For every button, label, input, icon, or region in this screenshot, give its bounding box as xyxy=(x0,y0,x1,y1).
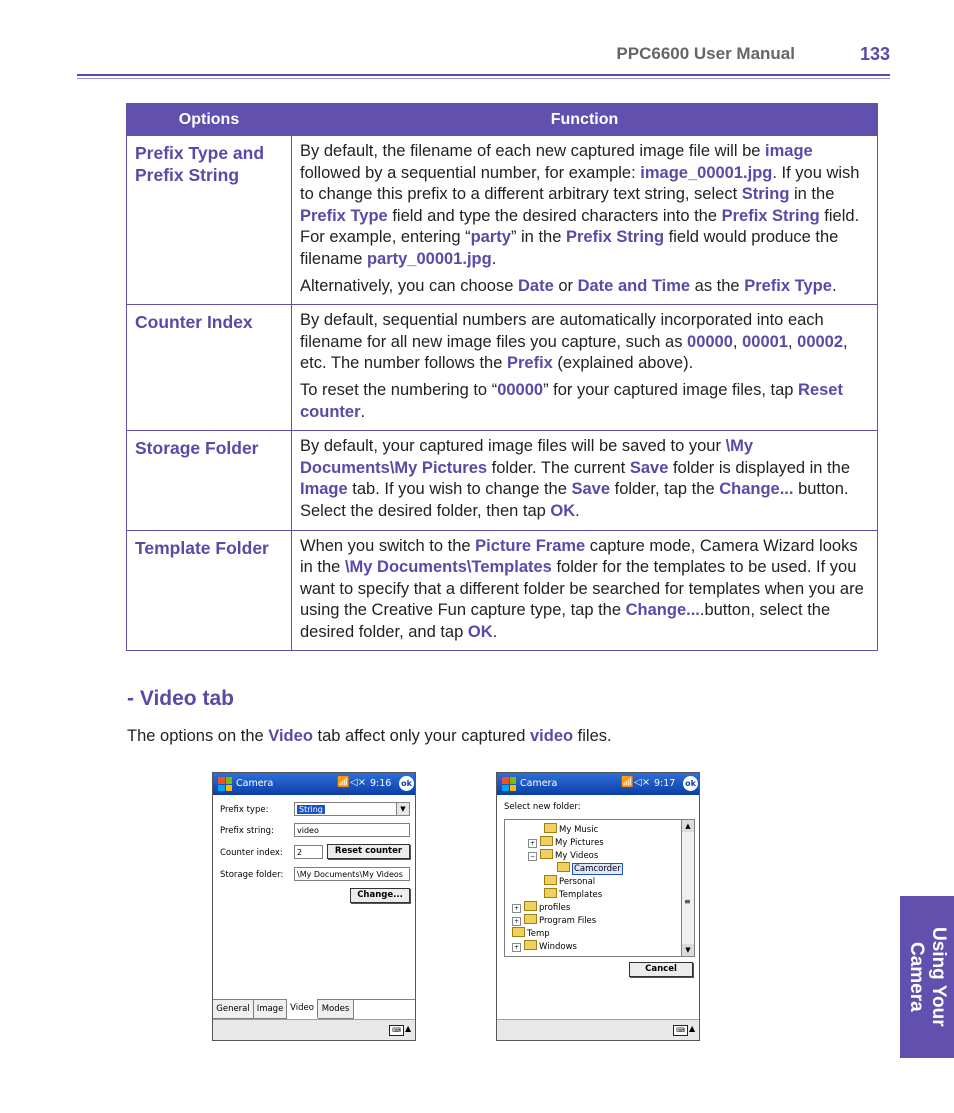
folder-tree[interactable] xyxy=(504,819,695,957)
clock[interactable]: 9:16 xyxy=(370,778,392,789)
highlighted-term: Video xyxy=(268,727,313,745)
text-run: .button, select the desired folder, and tap xyxy=(300,601,831,641)
highlighted-term: image_00001.jpg xyxy=(640,163,773,182)
function-cell xyxy=(292,305,878,431)
text-run: tab affect only your captured xyxy=(312,727,530,745)
folder-item[interactable] xyxy=(512,940,577,952)
table-row xyxy=(127,136,878,305)
highlighted-term: Prefix String xyxy=(721,206,820,225)
folder-name: Personal xyxy=(559,877,596,887)
title-bar xyxy=(497,773,699,795)
option-name: Template Folder xyxy=(135,537,269,558)
caret-up-icon[interactable]: ▲ xyxy=(689,1024,696,1033)
folder-item[interactable] xyxy=(528,849,598,861)
app-title: Camera xyxy=(520,778,558,789)
storage-folder-label: Storage folder: xyxy=(220,870,284,880)
speaker-icon[interactable]: ◁× xyxy=(634,777,651,788)
highlighted-term: OK xyxy=(467,622,493,641)
command-bar xyxy=(213,1019,415,1041)
ok-button[interactable]: ok xyxy=(683,776,698,791)
highlighted-term: Date and Time xyxy=(577,276,691,295)
tab-video[interactable]: Video xyxy=(287,999,318,1018)
title-bar xyxy=(213,773,415,795)
highlighted-term: 00000 xyxy=(687,332,733,351)
option-name: Prefix Type and xyxy=(135,143,265,163)
folder-icon xyxy=(524,914,537,924)
section-heading: - Video tab xyxy=(127,687,234,710)
windows-start-icon[interactable] xyxy=(502,777,516,791)
option-cell xyxy=(127,431,292,530)
text-run: or xyxy=(553,276,578,295)
highlighted-term: Prefix String xyxy=(565,228,665,247)
running-header-title: PPC6600 User Manual xyxy=(616,44,795,63)
tab-general[interactable]: General xyxy=(213,1000,254,1019)
table-body xyxy=(127,136,878,651)
text-run: field and type the desired characters into the xyxy=(387,206,722,225)
select-folder-prompt: Select new folder: xyxy=(504,802,581,812)
counter-index-input[interactable]: 2 xyxy=(294,845,323,859)
folder-name: Templates xyxy=(559,890,603,900)
ok-button[interactable]: ok xyxy=(399,776,414,791)
text-run: To reset the numbering to “ xyxy=(300,380,498,399)
text-run: . xyxy=(575,501,580,520)
text-run: By default, sequential numbers are automatically incorporated into each filename for all new image files you capture, such as xyxy=(300,311,824,351)
keyboard-icon[interactable]: ⌨ xyxy=(389,1025,404,1036)
function-cell xyxy=(292,136,878,305)
text-run: . xyxy=(360,402,366,421)
highlighted-term: OK xyxy=(550,501,576,520)
text-run: Alternatively, you can choose xyxy=(300,276,518,295)
highlighted-term: party xyxy=(470,228,511,247)
highlighted-term: Change... xyxy=(719,480,794,499)
folder-item[interactable] xyxy=(544,823,598,835)
folder-icon xyxy=(524,901,537,911)
text-run: (explained above). xyxy=(552,354,694,373)
prefix-type-label: Prefix type: xyxy=(220,805,269,815)
folder-icon xyxy=(557,862,570,872)
folder-name: My Videos xyxy=(555,851,599,861)
table-row xyxy=(127,431,878,530)
highlighted-term: Prefix xyxy=(506,354,553,373)
function-paragraph xyxy=(300,536,869,644)
highlighted-term: video xyxy=(529,727,574,745)
text-run: tab. If you wish to change the xyxy=(347,480,572,499)
option-cell xyxy=(127,305,292,431)
function-paragraph xyxy=(300,141,869,271)
app-title: Camera xyxy=(236,778,274,789)
text-run: as the xyxy=(690,276,745,295)
prefix-string-input[interactable]: video xyxy=(294,823,410,837)
signal-icon[interactable]: 📶 xyxy=(337,777,350,788)
prefix-type-value: String xyxy=(299,805,323,814)
folder-item[interactable] xyxy=(557,862,623,874)
text-run: capture mode, Camera Wizard looks in the xyxy=(300,536,858,577)
section-paragraph xyxy=(127,725,617,747)
function-paragraph xyxy=(300,436,869,522)
text-run: The options on the xyxy=(127,727,269,745)
expand-icon[interactable]: + xyxy=(529,840,536,847)
folder-name: profiles xyxy=(539,903,571,913)
prefix-string-label: Prefix string: xyxy=(220,826,274,836)
highlighted-term: 00001 xyxy=(742,332,788,351)
text-run: folder is displayed in the xyxy=(668,458,850,477)
option-name: Storage Folder xyxy=(135,438,259,459)
highlighted-term: image xyxy=(765,142,813,160)
highlighted-term: 00000 xyxy=(497,380,544,399)
folder-item[interactable] xyxy=(512,901,570,913)
keyboard-icon[interactable]: ⌨ xyxy=(673,1025,688,1036)
text-run: folder for the templates to be used. If you want to specify that a different folder be searched for templates when you are using the Creative Fun capture type, tap the xyxy=(300,558,864,620)
highlighted-term: Prefix Type xyxy=(300,206,388,225)
highlighted-term: Image xyxy=(300,480,348,499)
chevron-down-icon[interactable]: ▼ xyxy=(396,803,409,815)
tab-image[interactable]: Image xyxy=(254,1000,287,1019)
text-run: . xyxy=(831,276,837,295)
highlighted-term: Prefix Type xyxy=(744,276,832,295)
highlighted-term: Save xyxy=(571,480,611,499)
clock[interactable]: 9:17 xyxy=(654,778,676,789)
highlighted-term: party_00001.jpg xyxy=(366,249,492,268)
text-run: ” for your captured image files, tap xyxy=(543,380,799,399)
highlighted-term: Date xyxy=(517,276,554,295)
text-run: . xyxy=(491,249,497,268)
highlighted-term: String xyxy=(741,185,790,204)
text-run: By default, your captured image files will be saved to your xyxy=(300,437,726,456)
table-header-row xyxy=(127,104,878,136)
counter-index-label: Counter index: xyxy=(220,848,283,858)
function-cell xyxy=(292,431,878,530)
text-run: field. For example, entering “ xyxy=(300,206,860,247)
folder-name: My Music xyxy=(559,825,599,835)
folder-item[interactable] xyxy=(528,836,604,848)
scroll-down-icon[interactable]: ▼ xyxy=(682,944,694,956)
chapter-side-tab-label: Using Your Camera xyxy=(906,927,949,1027)
folder-item[interactable] xyxy=(512,927,550,939)
highlighted-term: Change... xyxy=(625,601,700,620)
highlighted-term: Save xyxy=(629,458,669,477)
folder-name: Windows xyxy=(539,942,577,952)
highlighted-term: Reset counter xyxy=(300,380,843,421)
header-rule xyxy=(77,74,890,76)
scrollbar[interactable] xyxy=(681,820,694,956)
text-run: , xyxy=(732,332,743,351)
scroll-up-icon[interactable]: ▲ xyxy=(682,820,694,832)
text-run: button. Select the desired folder, then tap xyxy=(300,480,849,520)
text-run: , etc. The number follows the xyxy=(300,332,848,373)
text-run: folder. The current xyxy=(487,458,630,477)
function-cell xyxy=(292,530,878,651)
reset-counter-button[interactable]: Reset counter xyxy=(327,844,410,859)
highlighted-term: Picture Frame xyxy=(475,536,586,555)
camera-options-screenshot xyxy=(212,772,416,1041)
folder-name: Camcorder xyxy=(574,864,621,874)
text-run: field would produce the filename xyxy=(300,228,839,268)
cancel-button[interactable]: Cancel xyxy=(629,962,693,977)
expand-icon[interactable]: + xyxy=(513,918,520,925)
page-number: 133 xyxy=(859,44,890,64)
text-run: , xyxy=(787,332,798,351)
highlighted-term: \My Documents\Templates xyxy=(344,558,552,577)
folder-icon xyxy=(544,823,557,833)
text-run: . xyxy=(492,622,498,641)
text-run: folder, tap the xyxy=(610,480,720,499)
text-run: . If you wish to change this prefix to a different arbitrary text string, select xyxy=(300,163,860,204)
prefix-type-select[interactable] xyxy=(294,802,410,816)
option-name: Prefix String xyxy=(135,165,240,185)
function-paragraph xyxy=(300,310,869,375)
header-options: Options xyxy=(127,104,292,136)
header-rule-thin xyxy=(77,78,890,79)
folder-icon xyxy=(540,849,553,859)
header-function: Function xyxy=(292,104,878,136)
collapse-icon[interactable]: − xyxy=(529,853,536,860)
text-run: files. xyxy=(573,727,612,745)
storage-folder-input[interactable]: \My Documents\My Videos xyxy=(294,867,410,881)
command-bar xyxy=(497,1019,699,1041)
folder-icon xyxy=(544,888,557,898)
folder-name: Temp xyxy=(527,929,550,939)
function-paragraph xyxy=(300,276,869,298)
signal-icon[interactable]: 📶 xyxy=(621,777,634,788)
folder-icon xyxy=(544,875,557,885)
tab-modes[interactable]: Modes xyxy=(318,1000,354,1019)
caret-up-icon[interactable]: ▲ xyxy=(405,1024,412,1033)
text-run: By default, the filename of each new captured image file will be xyxy=(300,142,766,160)
folder-item[interactable] xyxy=(512,914,596,926)
text-run: followed by a sequential number, for example: xyxy=(300,163,641,182)
highlighted-term: \My Documents\My Pictures xyxy=(300,437,754,477)
folder-icon xyxy=(540,836,553,846)
folder-picker-screenshot xyxy=(496,772,700,1041)
function-paragraph xyxy=(300,380,869,423)
chapter-side-tab xyxy=(900,896,954,1058)
highlighted-term: 00002 xyxy=(797,332,844,351)
text-run: When you switch to the xyxy=(300,536,476,555)
table-row xyxy=(127,530,878,651)
folder-icon xyxy=(512,927,525,937)
text-run: ” in the xyxy=(510,228,566,247)
expand-icon[interactable]: + xyxy=(513,905,520,912)
folder-name: Program Files xyxy=(539,916,597,926)
folder-icon xyxy=(524,940,537,950)
scroll-grip-icon[interactable]: ≡ xyxy=(684,897,691,906)
option-cell xyxy=(127,530,292,651)
folder-name: My Pictures xyxy=(555,838,604,848)
tab-strip xyxy=(213,999,415,1019)
folder-item[interactable] xyxy=(544,888,602,900)
windows-start-icon[interactable] xyxy=(218,777,232,791)
folder-item[interactable] xyxy=(544,875,595,887)
change-button[interactable]: Change... xyxy=(350,888,410,903)
table-row xyxy=(127,305,878,431)
expand-icon[interactable]: + xyxy=(513,944,520,951)
option-cell xyxy=(127,136,292,305)
options-table xyxy=(126,103,878,651)
text-run: in the xyxy=(789,185,835,204)
speaker-icon[interactable]: ◁× xyxy=(350,777,367,788)
option-name: Counter Index xyxy=(135,312,253,333)
